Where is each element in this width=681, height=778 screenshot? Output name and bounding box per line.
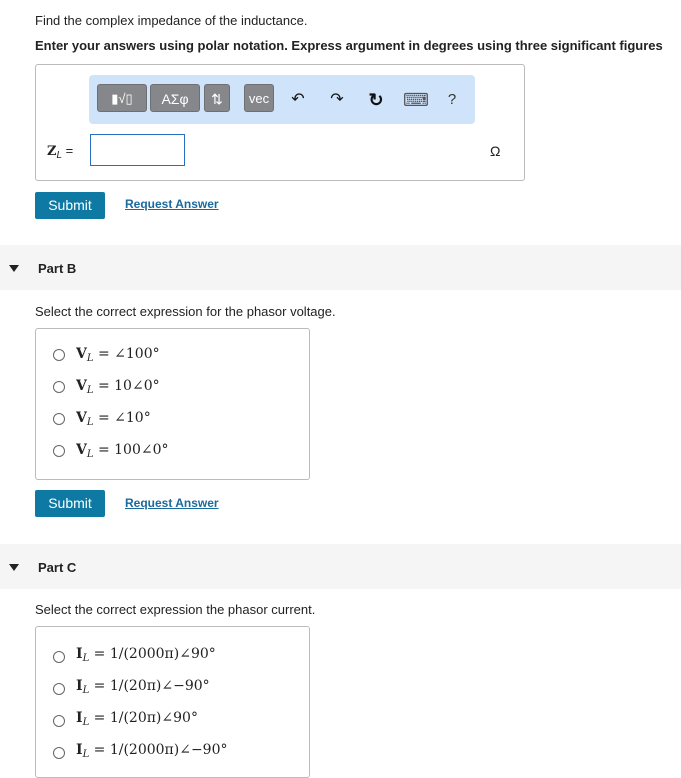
option-b-3: $V_L$ = ∠10° [76,410,151,428]
ohm-unit: Ω [490,143,501,159]
redo-icon[interactable]: ↷ [330,91,344,108]
templates-button[interactable]: ▮√▯ [97,84,147,112]
radio-c-3[interactable] [53,715,65,727]
radio-b-4[interactable] [53,445,65,457]
option-c-2: $I_L$ = 1/(20π)∠−90° [76,678,210,696]
part-b-header[interactable] [0,245,681,290]
collapse-caret-icon [9,564,19,571]
part-b-title: Part B [38,261,77,276]
option-b-1: $V_L$ = ∠100° [76,346,160,364]
math-toolbar [89,75,475,124]
option-c-4: $I_L$ = 1/(2000π)∠−90° [76,742,228,760]
option-c-3: $I_L$ = 1/(20π)∠90° [76,710,198,728]
part-c-title: Part C [38,560,77,575]
radio-b-3[interactable] [53,413,65,425]
undo-icon[interactable]: ↶ [291,91,305,108]
impedance-symbol: Z [47,144,57,159]
vector-button[interactable]: vec [244,84,274,112]
subscript-superscript-button[interactable]: ⇅ [204,84,230,112]
radio-b-2[interactable] [53,381,65,393]
impedance-input[interactable] [90,134,185,166]
request-answer-link-a[interactable]: Request Answer [125,197,219,211]
radio-b-1[interactable] [53,349,65,361]
impedance-subscript: L [56,150,63,161]
submit-button-a[interactable]: Submit [35,192,105,219]
radio-c-2[interactable] [53,683,65,695]
instruction-text: Enter your answers using polar notation. Express argument in degrees using three significant figures [35,38,663,53]
request-answer-link-b[interactable]: Request Answer [125,496,219,510]
keyboard-icon[interactable]: ⌨ [403,90,429,110]
greek-symbols-button[interactable]: ΑΣφ [150,84,200,112]
submit-button-b[interactable]: Submit [35,490,105,517]
reset-icon[interactable]: ↻ [368,90,384,110]
radio-c-4[interactable] [53,747,65,759]
question-text: Find the complex impedance of the inductance. [35,13,308,28]
radio-c-1[interactable] [53,651,65,663]
part-c-question: Select the correct expression the phasor current. [35,602,316,617]
part-c-header[interactable] [0,544,681,589]
option-b-4: $V_L$ = 100∠0° [76,442,169,460]
part-b-question: Select the correct expression for the phasor voltage. [35,304,336,319]
help-icon[interactable]: ? [447,91,457,108]
collapse-caret-icon [9,265,19,272]
impedance-equals: = [62,143,74,158]
impedance-label [47,143,73,161]
option-b-2: $V_L$ = 10∠0° [76,378,160,396]
option-c-1: $I_L$ = 1/(2000π)∠90° [76,646,216,664]
